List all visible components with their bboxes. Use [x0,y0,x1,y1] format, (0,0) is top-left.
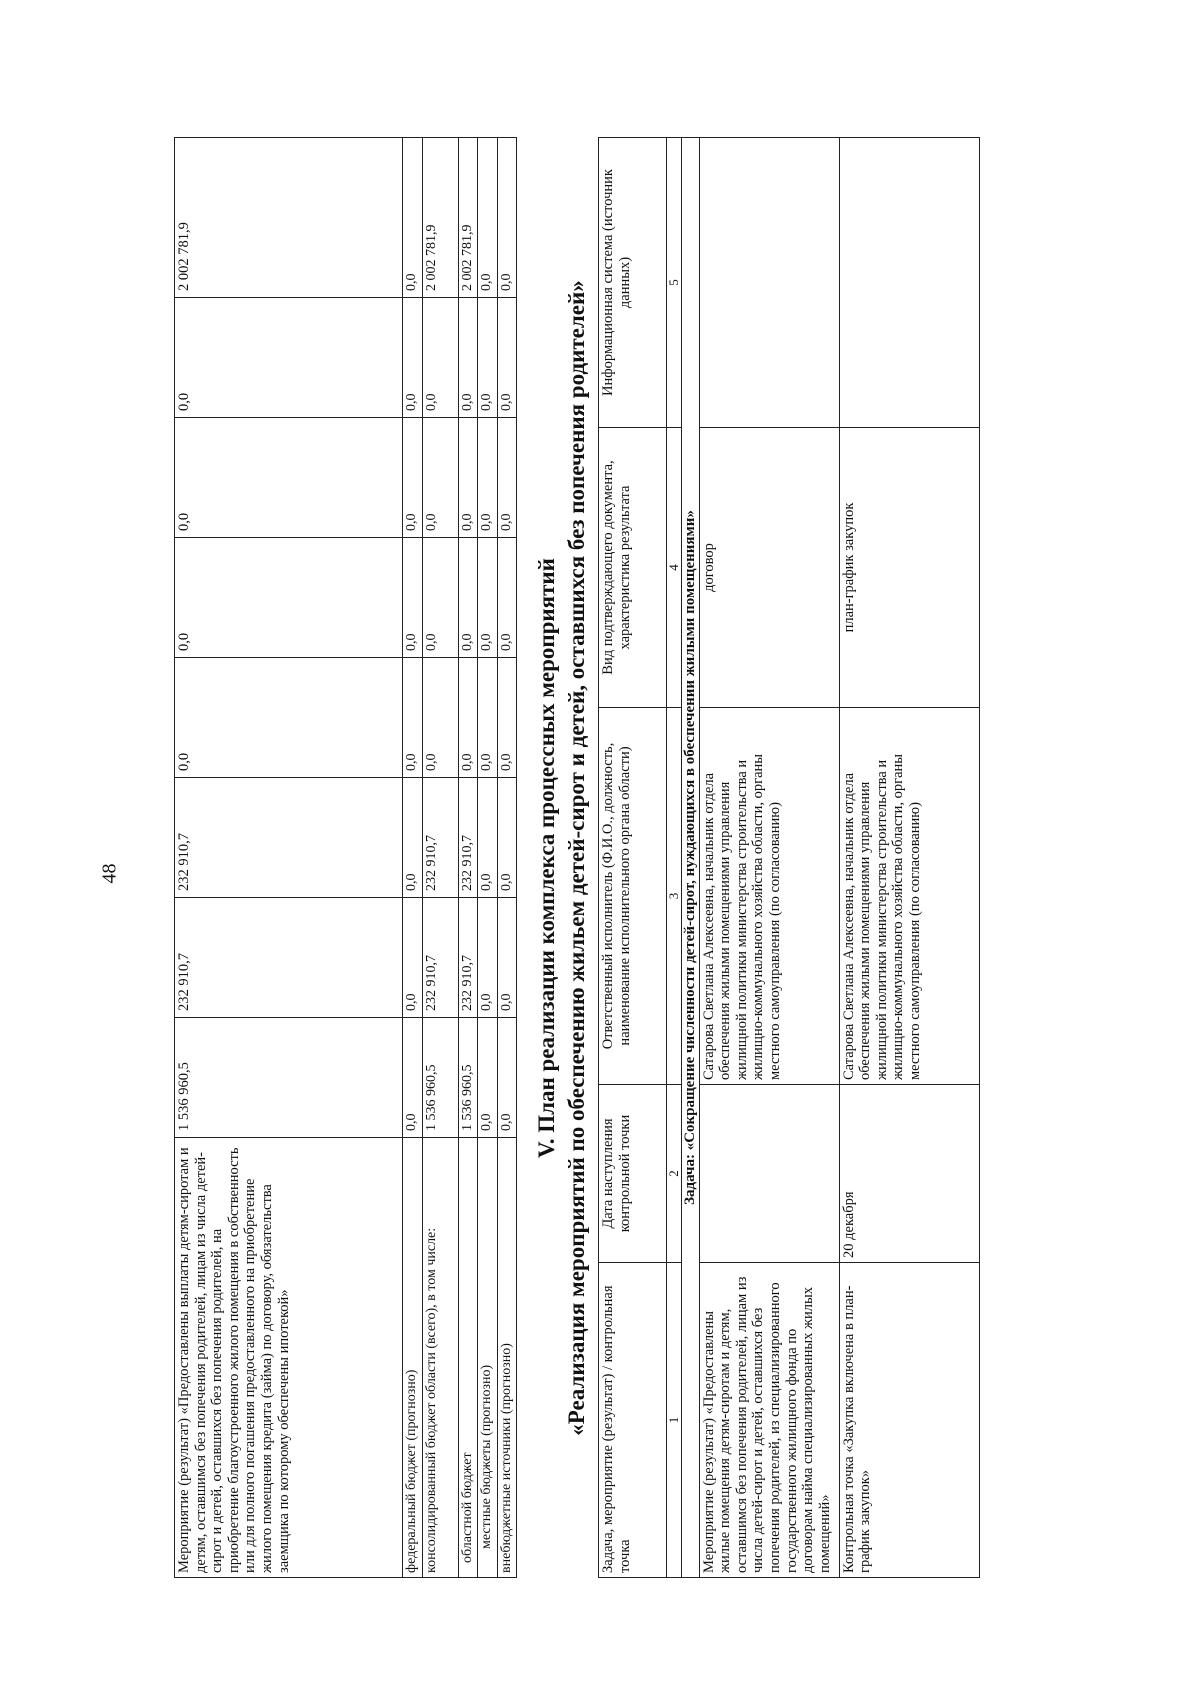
finance-cell: 0,0 [403,538,423,658]
finance-row-local [478,138,498,1578]
finance-cell: 1 536 960,5 [175,1018,403,1138]
finance-cell: 0,0 [458,418,478,538]
finance-row-label: федеральный бюджет (прогнозно) [403,1138,423,1578]
finance-table [174,137,517,1578]
finance-cell: 0,0 [403,1018,423,1138]
finance-cell: 0,0 [458,538,478,658]
plan-executor-cell: Сатарова Светлана Алексеевна, начальник отдела обеспечения жилыми помещениями управления жилищной политики министерства строительства и жилищно-коммунального хозяйства области, органы местного самоуправления (по согласованию) [699,708,839,1085]
page-number: 48 [98,863,121,884]
finance-row-extrabudget [497,138,517,1578]
section-title-line1: V. План реализации комплекса процессных мероприятий [534,558,559,1158]
finance-cell: 2 002 781,9 [422,138,458,298]
finance-row-label: Мероприятие (результат) «Предоставлены выплаты детям-сиротам и детям, оставшимся без попечения родителей, лицам из числа детей-сирот и детей, оставшихся без попечения родителей, на приобретение благоустроенного жилого помещения в собственность или для полного погашения предоставленного на приобретение жилого помещения кредита (займа) по договору, обязательства заемщика по которому обеспечены ипотекой» [175,1138,403,1578]
finance-cell: 0,0 [497,418,517,538]
finance-row-consolidated [422,138,458,1578]
column-number: 4 [667,428,682,708]
plan-document-cell: договор [699,428,839,708]
column-number: 2 [667,1085,682,1263]
finance-cell: 0,0 [175,658,403,778]
plan-row-checkpoint [839,138,979,1578]
finance-cell: 232 910,7 [458,778,478,898]
column-number: 3 [667,708,682,1085]
finance-row-label: областной бюджет [458,1138,478,1578]
plan-column-number-row [667,138,682,1578]
plan-date-cell: 20 декабря [839,1085,979,1263]
plan-system-cell [839,138,979,428]
finance-cell: 0,0 [478,658,498,778]
rotated-page-content [174,138,1034,1578]
plan-header-cell: Информационная система (источник данных) [599,138,667,428]
finance-cell: 1 536 960,5 [458,1018,478,1138]
plan-header-cell: Вид подтверждающего документа, характеристика результата [599,428,667,708]
plan-event-cell: Контрольная точка «Закупка включена в план-график закупок» [839,1263,979,1578]
plan-row-event [699,138,839,1578]
plan-event-cell: Мероприятие (результат) «Предоставлены жилые помещения детям-сиротам и детям, оставшимся без попечения родителей, лицам из числа детей-сирот и детей, оставшихся без попечения родителей, из специализированного государственного жилищного фонда по договорам найма специализированных жилых помещений» [699,1263,839,1578]
finance-cell: 0,0 [478,418,498,538]
finance-cell: 0,0 [497,778,517,898]
finance-cell: 0,0 [403,898,423,1018]
plan-header-row [599,138,667,1578]
finance-cell: 0,0 [422,538,458,658]
finance-cell: 0,0 [403,298,423,418]
finance-cell: 0,0 [403,658,423,778]
plan-header-cell: Дата наступления контрольной точки [599,1085,667,1263]
finance-cell: 0,0 [478,538,498,658]
finance-row-label: консолидированный бюджет области (всего), в том числе: [422,1138,458,1578]
finance-row-label: местные бюджеты (прогнозно) [478,1138,498,1578]
plan-task-row [682,138,700,1578]
section-heading [532,138,592,1578]
finance-row-label: внебюджетные источники (прогнозно) [497,1138,517,1578]
finance-cell: 0,0 [478,298,498,418]
finance-cell: 232 910,7 [458,898,478,1018]
finance-cell: 0,0 [175,538,403,658]
column-number: 1 [667,1263,682,1578]
finance-cell: 2 002 781,9 [175,138,403,298]
finance-cell: 2 002 781,9 [458,138,478,298]
finance-cell: 0,0 [478,138,498,298]
finance-cell: 0,0 [478,898,498,1018]
task-title: Задача: «Сокращение численности детей-сирот, нуждающихся в обеспечении жилыми помещениями» [682,138,700,1578]
finance-cell: 0,0 [497,138,517,298]
finance-cell: 0,0 [422,658,458,778]
finance-cell: 0,0 [497,658,517,778]
finance-cell: 1 536 960,5 [422,1018,458,1138]
finance-row-federal [403,138,423,1578]
finance-cell: 232 910,7 [422,898,458,1018]
finance-row-event [175,138,403,1578]
plan-header-cell: Задача, мероприятие (результат) / контрольная точка [599,1263,667,1578]
finance-cell: 0,0 [175,298,403,418]
plan-executor-cell: Сатарова Светлана Алексеевна, начальник отдела обеспечения жилыми помещениями управления жилищной политики министерства строительства и жилищно-коммунального хозяйства области, органы местного самоуправления (по согласованию) [839,708,979,1085]
finance-cell: 0,0 [478,1018,498,1138]
section-title-line2: «Реализация мероприятий по обеспечению жильем детей-сирот и детей, оставшихся без попечения родителей» [564,280,589,1436]
plan-table [598,137,980,1578]
plan-document-cell: план-график закупок [839,428,979,708]
finance-cell: 0,0 [422,298,458,418]
finance-cell: 0,0 [403,138,423,298]
finance-cell: 0,0 [497,1018,517,1138]
finance-cell: 232 910,7 [175,898,403,1018]
plan-header-cell: Ответственный исполнитель (Ф.И.О., должность, наименование исполнительного органа области) [599,708,667,1085]
finance-cell: 0,0 [458,658,478,778]
finance-cell: 232 910,7 [175,778,403,898]
finance-cell: 0,0 [458,298,478,418]
finance-cell: 0,0 [403,418,423,538]
finance-row-regional [458,138,478,1578]
finance-cell: 0,0 [497,538,517,658]
plan-date-cell [699,1085,839,1263]
finance-cell: 0,0 [422,418,458,538]
finance-cell: 0,0 [478,778,498,898]
finance-cell: 0,0 [175,418,403,538]
plan-system-cell [699,138,839,428]
finance-cell: 0,0 [403,778,423,898]
finance-cell: 232 910,7 [422,778,458,898]
column-number: 5 [667,138,682,428]
finance-cell: 0,0 [497,298,517,418]
finance-cell: 0,0 [497,898,517,1018]
